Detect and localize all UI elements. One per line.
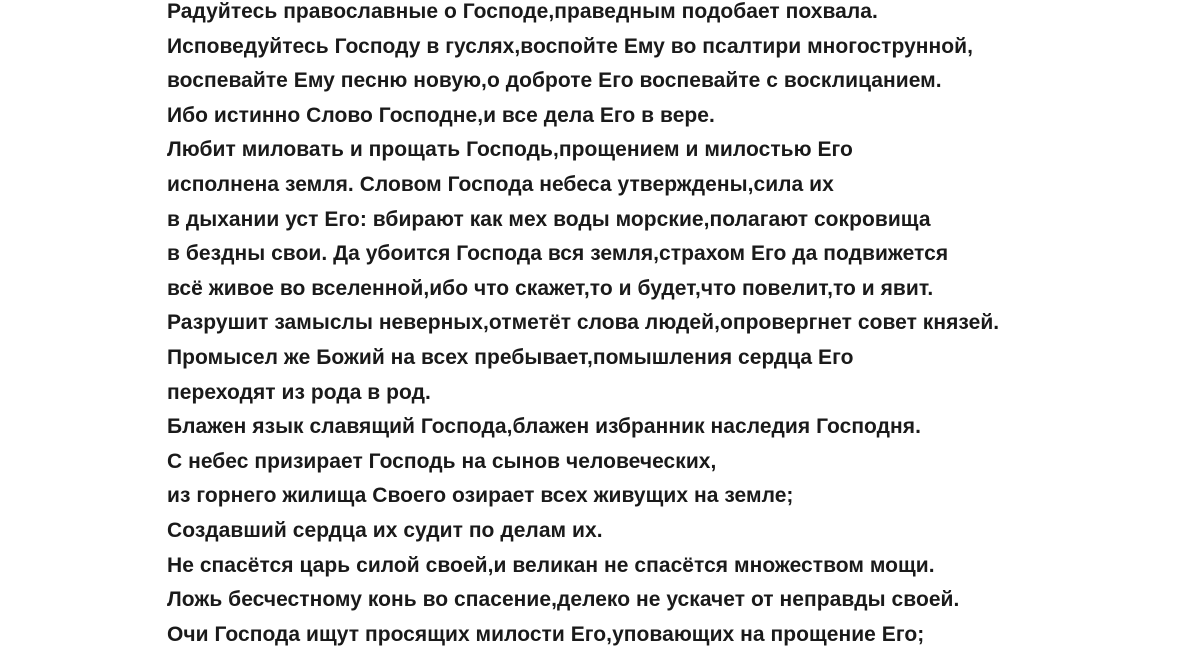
text-line-7: в дыхании уст Его: вбирают как мех воды морские,полагают сокровища	[167, 207, 931, 231]
text-line-19: Очи Господа ищут просящих милости Его,уповающих на прощение Его;	[167, 622, 925, 646]
text-line-2: Исповедуйтесь Господу в гуслях,воспойте Ему во псалтири многострунной,	[167, 34, 974, 58]
text-line-1: Радуйтесь православные о Господе,праведным подобает похвала.	[167, 0, 878, 23]
text-line-10: Разрушит замыслы неверных,отметёт слова людей,опровергнет совет князей.	[167, 311, 1000, 335]
text-line-14: С небес призирает Господь на сынов человеческих,	[167, 449, 717, 473]
text-line-17: Не спасётся царь силой своей,и великан не спасётся множеством мощи.	[167, 553, 935, 577]
text-line-16: Создавший сердца их судит по делам их.	[167, 518, 603, 542]
text-line-3: воспевайте Ему песню новую,о доброте Его воспевайте с восклицанием.	[167, 69, 942, 93]
text-line-13: Блажен язык славящий Господа,блажен избранник наследия Господня.	[167, 415, 921, 439]
text-line-15: из горнего жилища Своего озирает всех живущих на земле;	[167, 484, 794, 508]
text-line-4: Ибо истинно Слово Господне,и все дела Его в вере.	[167, 103, 715, 127]
text-line-8: в бездны свои. Да убоится Господа вся земля,страхом Его да подвижется	[167, 242, 949, 266]
text-line-5: Любит миловать и прощать Господь,прощением и милостью Его	[167, 138, 853, 162]
text-line-9: всё живое во вселенной,ибо что скажет,то и будет,что повелит,то и явит.	[167, 276, 934, 300]
text-line-11: Промысел же Божий на всех пребывает,помышления сердца Его	[167, 345, 854, 369]
text-line-12: переходят из рода в род.	[167, 380, 431, 404]
text-line-18: Ложь бесчестному конь во спасение,делеко не ускачет от неправды своей.	[167, 588, 960, 612]
text-line-6: исполнена земля. Словом Господа небеса утверждены,сила их	[167, 172, 834, 196]
psalm-text-block	[167, 0, 1187, 652]
